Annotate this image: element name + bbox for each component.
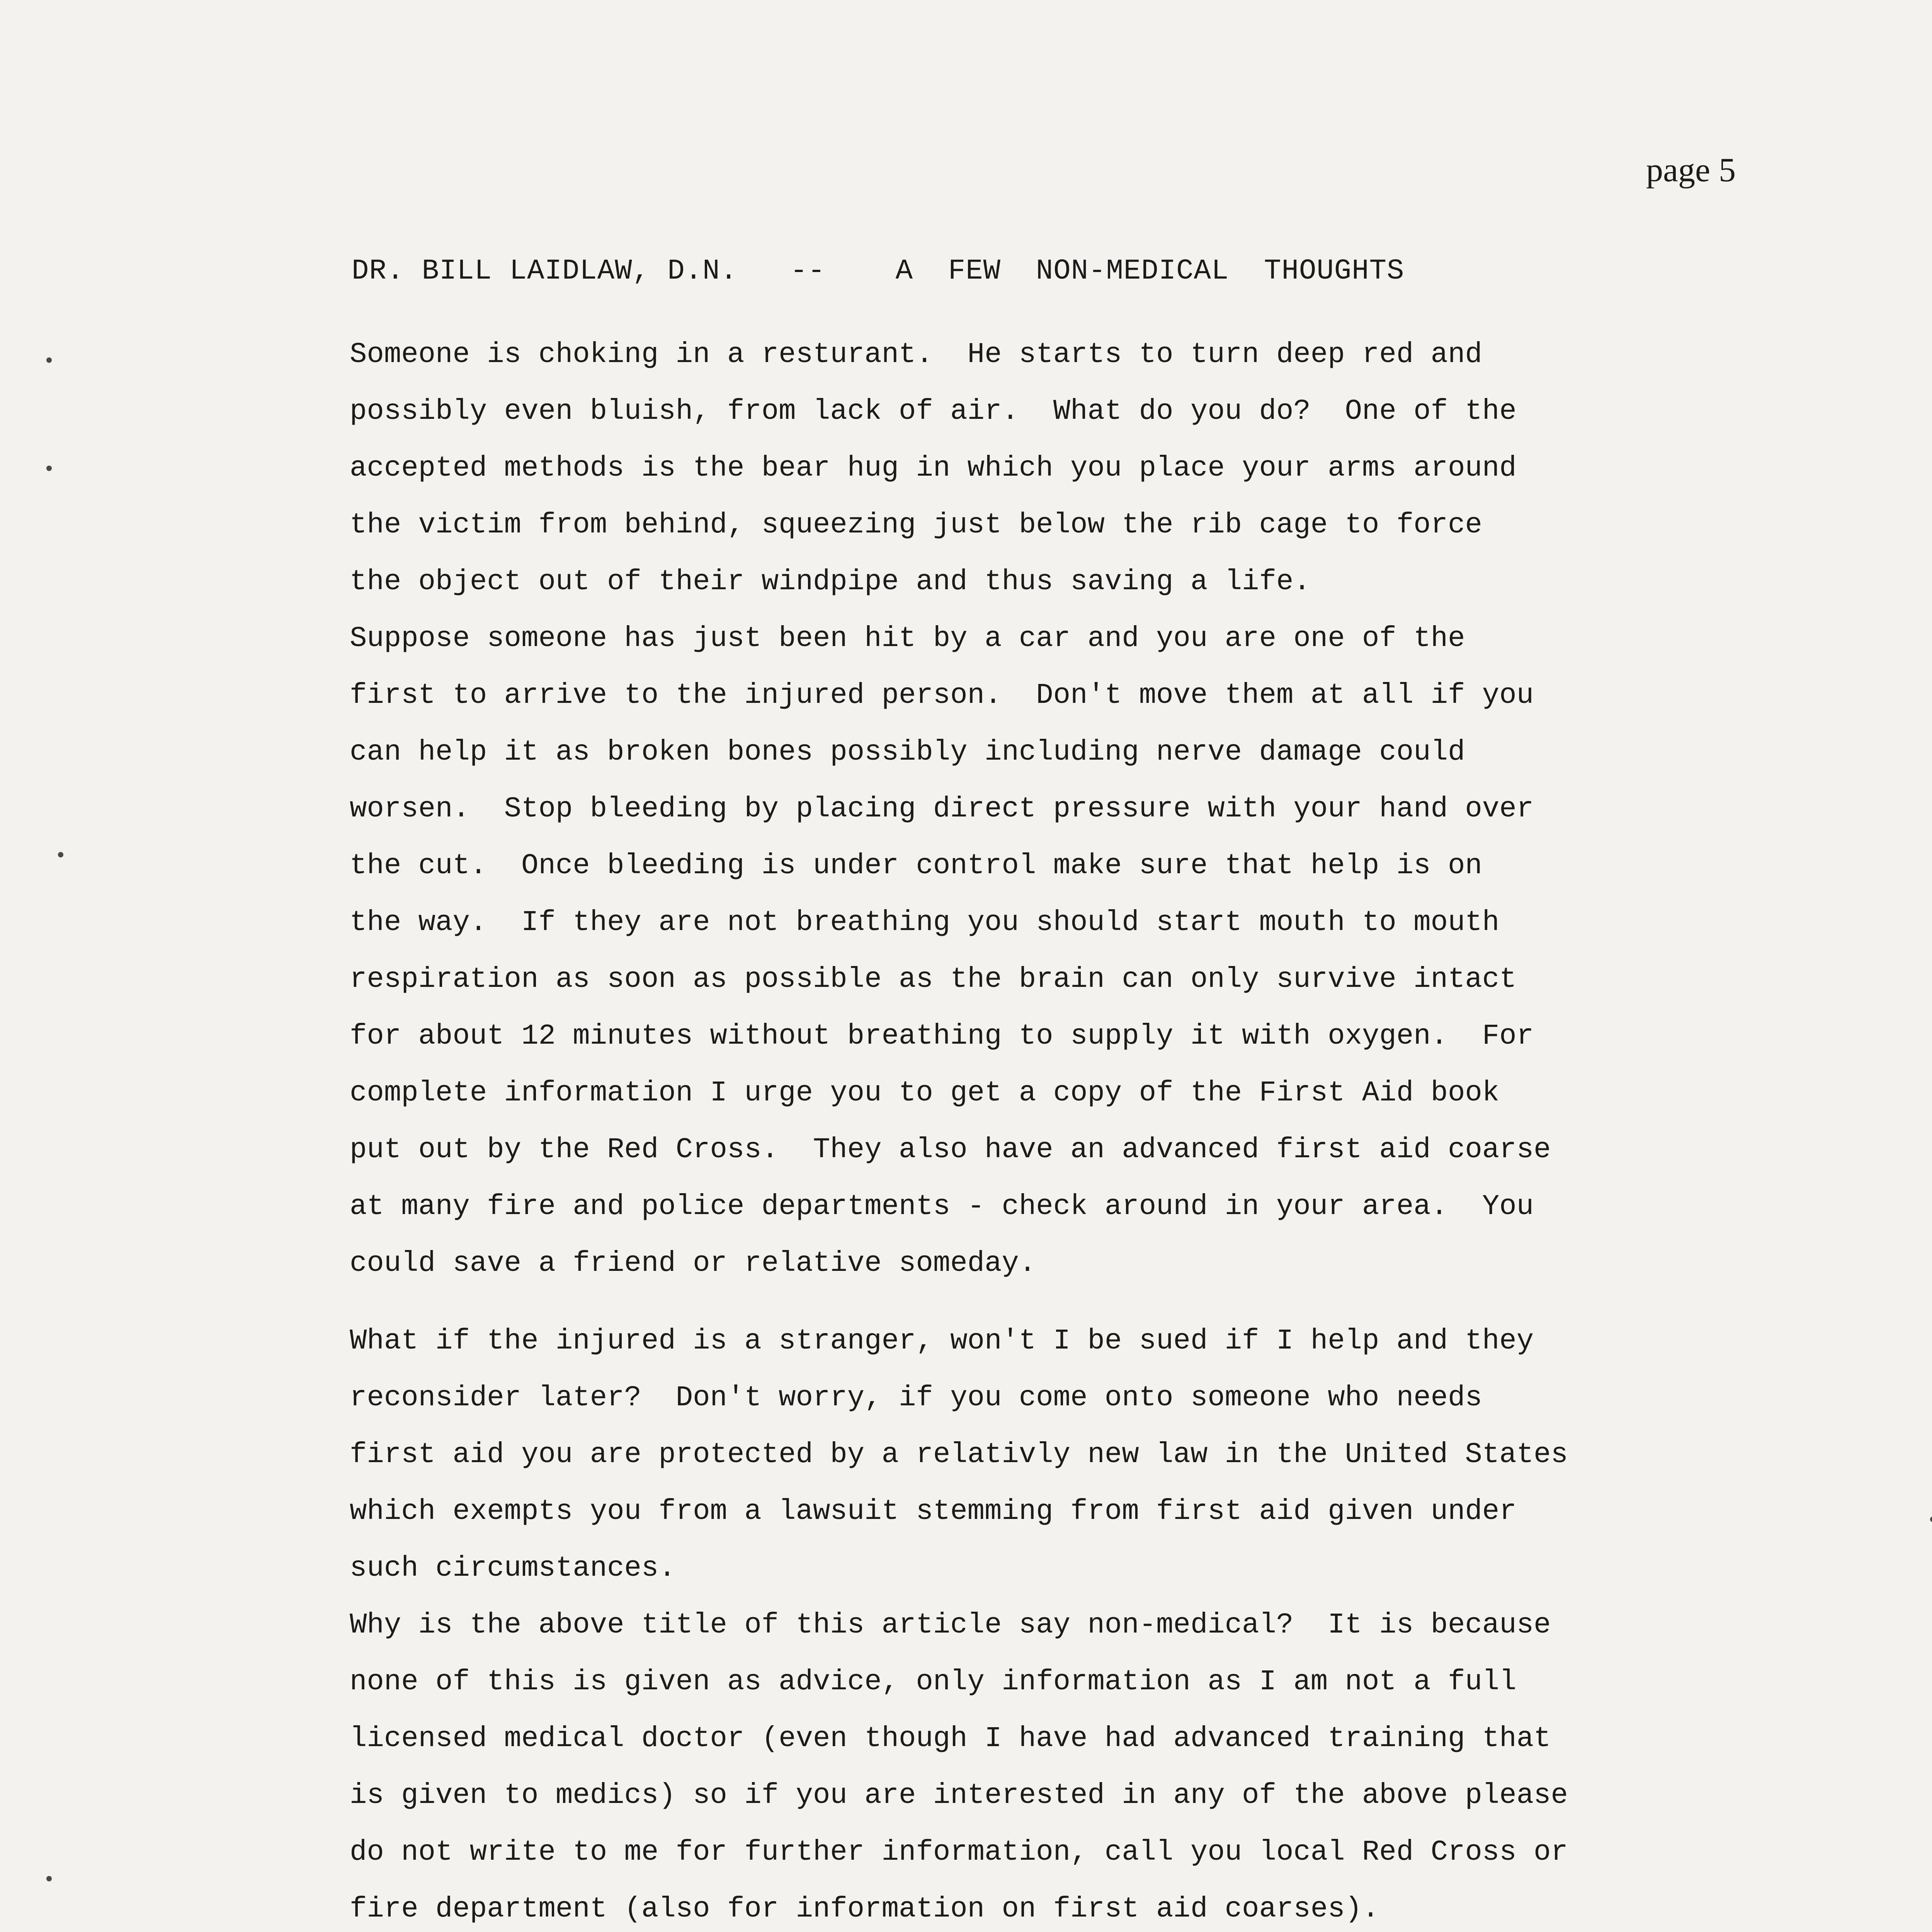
- text-line: such circumstances.: [350, 1552, 676, 1585]
- speck-mark: [1930, 1517, 1932, 1522]
- text-line: first aid you are protected by a relativly new law in the United States: [350, 1439, 1568, 1471]
- text-line: complete information I urge you to get a copy of the First Aid book: [350, 1077, 1500, 1109]
- text-line: the cut. Once bleeding is under control make sure that help is on: [350, 850, 1482, 882]
- text-line: Someone is choking in a resturant. He starts to turn deep red and: [350, 338, 1482, 371]
- text-line: the victim from behind, squeezing just below the rib cage to force: [350, 509, 1482, 541]
- speck-mark: [46, 1876, 52, 1881]
- text-line: What if the injured is a stranger, won't I be sued if I help and they: [350, 1325, 1534, 1357]
- text-line: reconsider later? Don't worry, if you come onto someone who needs: [350, 1382, 1482, 1414]
- speck-mark: [46, 466, 52, 471]
- paragraph-first-aid-basics: [350, 327, 1741, 1292]
- text-line: first to arrive to the injured person. Don't move them at all if you: [350, 679, 1534, 712]
- text-line: none of this is given as advice, only information as I am not a full: [350, 1666, 1517, 1698]
- text-line: respiration as soon as possible as the brain can only survive intact: [350, 963, 1517, 996]
- speck-mark: [46, 357, 52, 363]
- text-line: fire department (also for information on first aid coarses).: [350, 1893, 1379, 1925]
- text-line: put out by the Red Cross. They also have an advanced first aid coarse: [350, 1134, 1551, 1166]
- speck-mark: [58, 852, 63, 857]
- text-line: Why is the above title of this article say non-medical? It is because: [350, 1609, 1551, 1641]
- text-line: can help it as broken bones possibly including nerve damage could: [350, 736, 1465, 769]
- paragraph-legal-and-closing: [350, 1313, 1741, 1932]
- text-line: at many fire and police departments - check around in your area. You: [350, 1190, 1534, 1223]
- page-number: page 5: [1646, 151, 1736, 189]
- article-heading: DR. BILL LAIDLAW, D.N. -- A FEW NON-MEDICAL THOUGHTS: [352, 255, 1405, 287]
- text-line: do not write to me for further information, call you local Red Cross or: [350, 1836, 1568, 1869]
- text-line: which exempts you from a lawsuit stemming from first aid given under: [350, 1495, 1517, 1528]
- text-line: is given to medics) so if you are interested in any of the above please: [350, 1779, 1568, 1812]
- text-line: the object out of their windpipe and thus saving a life.: [350, 566, 1311, 598]
- text-line: licensed medical doctor (even though I have had advanced training that: [350, 1723, 1551, 1755]
- text-line: worsen. Stop bleeding by placing direct pressure with your hand over: [350, 793, 1534, 825]
- text-line: accepted methods is the bear hug in which you place your arms around: [350, 452, 1517, 485]
- text-line: Suppose someone has just been hit by a car and you are one of the: [350, 622, 1465, 655]
- text-line: could save a friend or relative someday.: [350, 1247, 1036, 1280]
- text-line: for about 12 minutes without breathing to supply it with oxygen. For: [350, 1020, 1534, 1053]
- text-line: the way. If they are not breathing you should start mouth to mouth: [350, 906, 1500, 939]
- text-line: possibly even bluish, from lack of air. What do you do? One of the: [350, 395, 1517, 428]
